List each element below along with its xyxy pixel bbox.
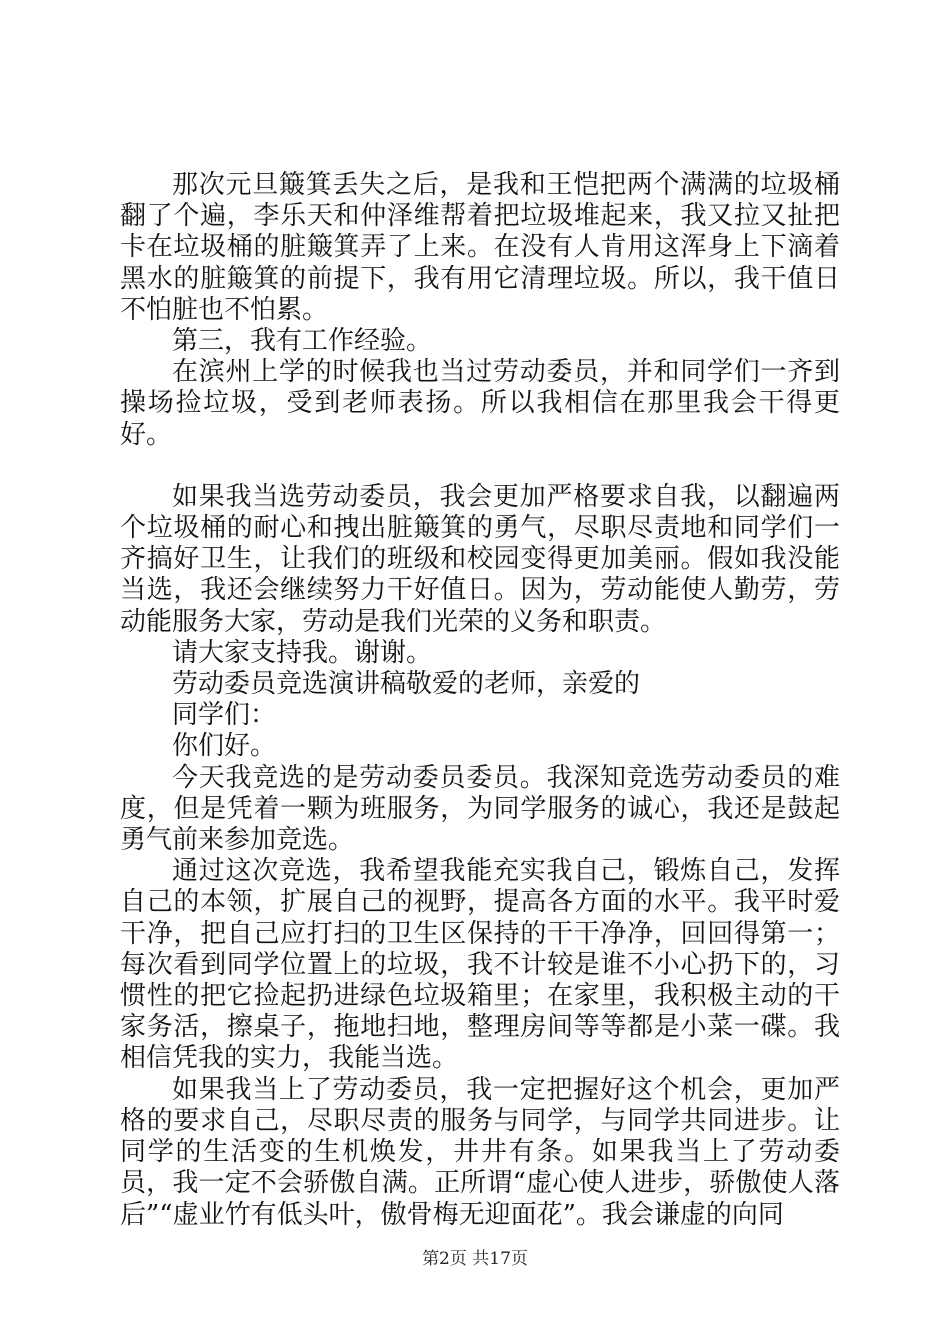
- page-number-footer: 第2页 共17页: [422, 1249, 528, 1269]
- paragraph-greeting: 你们好。: [172, 731, 277, 762]
- paragraph-thanks: 请大家支持我。谢谢。: [172, 637, 433, 668]
- paragraph-dustpan-story: 那次元旦簸箕丢失之后，是我和王恺把两个满满的垃圾桶翻了个遍，李乐天和仲泽维帮着把垃圾堆起来，我又拉又扯把卡在垃圾桶的脏簸箕弄了上来。在没有人肯用这浑身上下滴着黑水的脏簸箕的前提下，我有用它清理垃圾。所以，我干值日不怕脏也不怕累。: [120, 170, 840, 325]
- paragraph-if-elected: 如果我当选劳动委员，我会更加严格要求自我，以翻遍两个垃圾桶的耐心和拽出脏簸箕的勇气，尽职尽责地和同学们一齐搞好卫生，让我们的班级和校园变得更加美丽。假如我没能当选，我还会继续努力干好值日。因为，劳动能使人勤劳，劳动能服务大家，劳动是我们光荣的义务和职责。: [120, 481, 840, 637]
- document-body: [120, 170, 840, 1231]
- paragraph-commitment: 如果我当上了劳动委员，我一定把握好这个机会，更加严格的要求自己，尽职尽责的服务与同学，与同学共同进步。让同学的生活变的生机焕发，井井有条。如果我当上了劳动委员，我一定不会骄傲自满。正所谓“虚心使人进步，骄傲使人落后”“虚业竹有低头叶，傲骨梅无迎面花”。我会谦虚的向同: [120, 1074, 840, 1230]
- paragraph-speech-title: 劳动委员竞选演讲稿敬爱的老师，亲爱的: [172, 669, 641, 700]
- paragraph-goals: 通过这次竞选，我希望我能充实我自己，锻炼自己，发挥自己的本领，扩展自己的视野，提高各方面的水平。我平时爱干净，把自己应打扫的卫生区保持的干干净净，回回得第一；每次看到同学位置上的垃圾，我不计较是谁不小心扔下的，习惯性的把它捡起扔进绿色垃圾箱里；在家里，我积极主动的干家务活，擦桌子，拖地扫地，整理房间等等都是小菜一碟。我相信凭我的实力，我能当选。: [120, 856, 840, 1074]
- paragraph-experience: 在滨州上学的时候我也当过劳动委员，并和同学们一齐到操场捡垃圾，受到老师表扬。所以我相信在那里我会干得更好。: [120, 357, 840, 450]
- paragraph-third-point: 第三，我有工作经验。: [172, 326, 433, 357]
- paragraph-salutation: 同学们：: [172, 700, 277, 731]
- paragraph-intro: 今天我竞选的是劳动委员委员。我深知竞选劳动委员的难度，但是凭着一颗为班服务，为同学服务的诚心，我还是鼓起勇气前来参加竞选。: [120, 762, 840, 856]
